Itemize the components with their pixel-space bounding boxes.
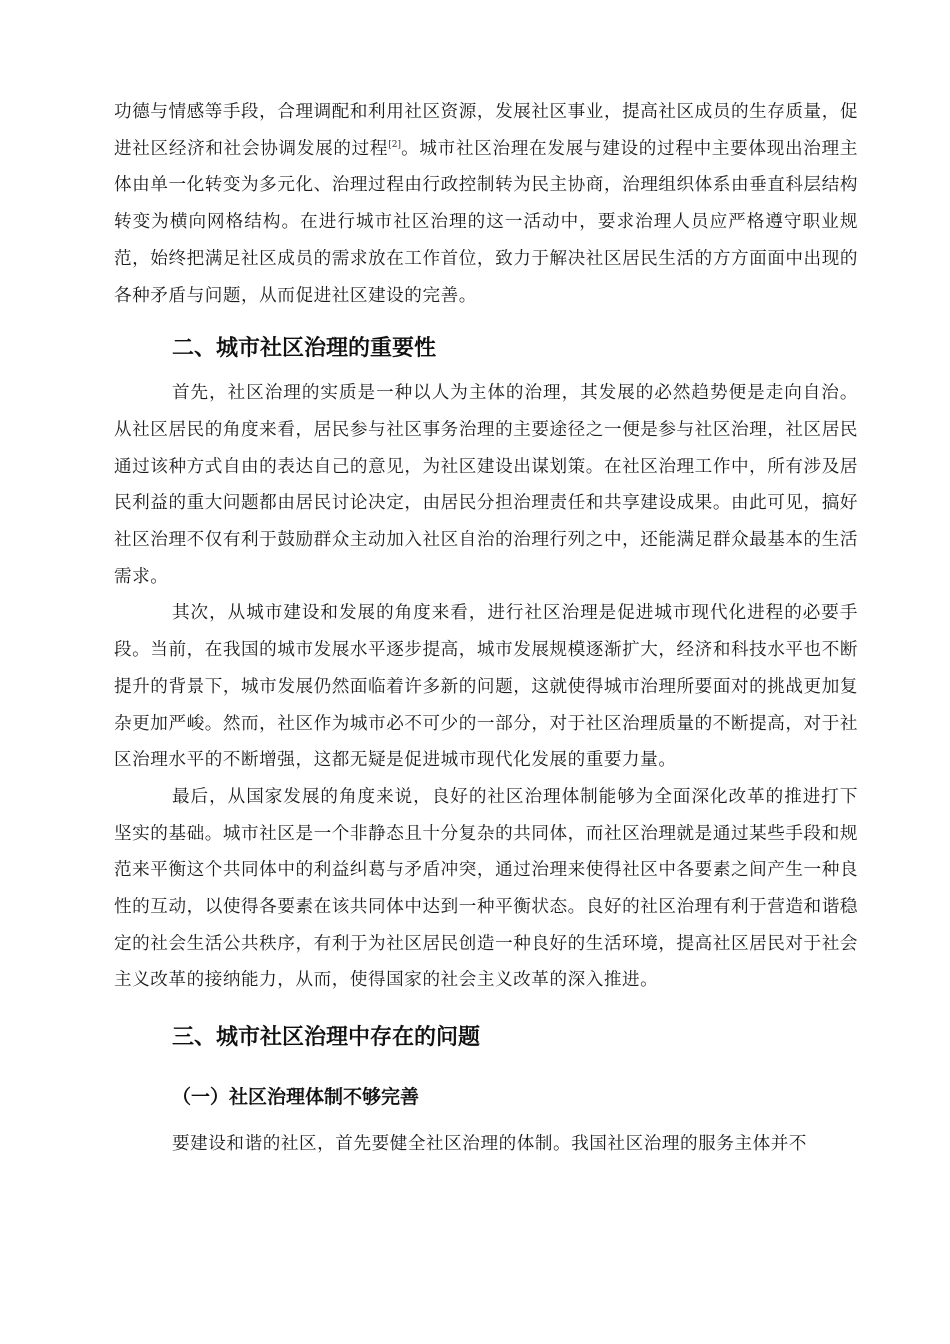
intro-paragraph (114, 94, 858, 314)
section-heading-importance: 二、城市社区治理的重要性 (172, 336, 437, 362)
intro-text-after-citation: 。城市社区治理在发展与建设的过程中主要体现出治理主体由单一化转变为多元化、治理过程由行政控制转为民主协商，治理组织体系由垂直科层结构转变为横向网格结构。在进行城市社区治理的这一活动中，要求治理人员应严格遵守职业规范，始终把满足社区成员的需求放在工作首位，致力于解决社区居民生活的方方面面中出现的各种矛盾与问题，从而促进社区建设的完善。 (114, 138, 858, 306)
paragraph-firstly: 首先，社区治理的实质是一种以人为主体的治理，其发展的必然趋势便是走向自治。从社区居民的角度来看，居民参与社区事务治理的主要途径之一便是参与社区治理，社区居民通过该种方式自由的表达自己的意见，为社区建设出谋划策。在社区治理工作中，所有涉及居民利益的重大问题都由居民讨论决定，由居民分担治理责任和共享建设成果。由此可见，搞好社区治理不仅有利于鼓励群众主动加入社区自治的治理行列之中，还能满足群众最基本的生活需求。 (114, 383, 858, 587)
paragraph-finally: 最后，从国家发展的角度来说，良好的社区治理体制能够为全面深化改革的推进打下坚实的基础。城市社区是一个非静态且十分复杂的共同体，而社区治理就是通过某些手段和规范来平衡这个共同体中的利益纠葛与矛盾冲突，通过治理来使得社区中各要素之间产生一种良性的互动，以使得各要素在该共同体中达到一种平衡状态。良好的社区治理有利于营造和谐稳定的社会生活公共秩序，有利于为社区居民创造一种良好的生活环境，提高社区居民对于社会主义改革的接纳能力，从而，使得国家的社会主义改革的深入推进。 (114, 786, 858, 991)
paragraph-secondly: 其次，从城市建设和发展的角度来看，进行社区治理是促进城市现代化进程的必要手段。当前，在我国的城市发展水平逐步提高，城市发展规模逐渐扩大，经济和科技水平也不断提升的背景下，城市发展仍然面临着许多新的问题，这就使得城市治理所要面对的挑战更加复杂更加严峻。然而，社区作为城市必不可少的一部分，对于社区治理质量的不断提高，对于社区治理水平的不断增强，这都无疑是促进城市现代化发展的重要力量。 (114, 603, 858, 771)
intro-text-before-citation: 功德与情感等手段，合理调配和利用社区资源，发展社区事业，提高社区成员的生存质量，促进社区经济和社会协调发展的过程 (114, 102, 858, 159)
document-page (114, 94, 858, 1163)
subsection-heading-institution: （一）社区治理体制不够完善 (172, 1086, 420, 1109)
paragraph-institution: 要建设和谐的社区，首先要健全社区治理的体制。我国社区治理的服务主体并不 (172, 1134, 808, 1155)
citation-marker: [2] (388, 139, 401, 150)
section-heading-problems: 三、城市社区治理中存在的问题 (172, 1025, 481, 1051)
